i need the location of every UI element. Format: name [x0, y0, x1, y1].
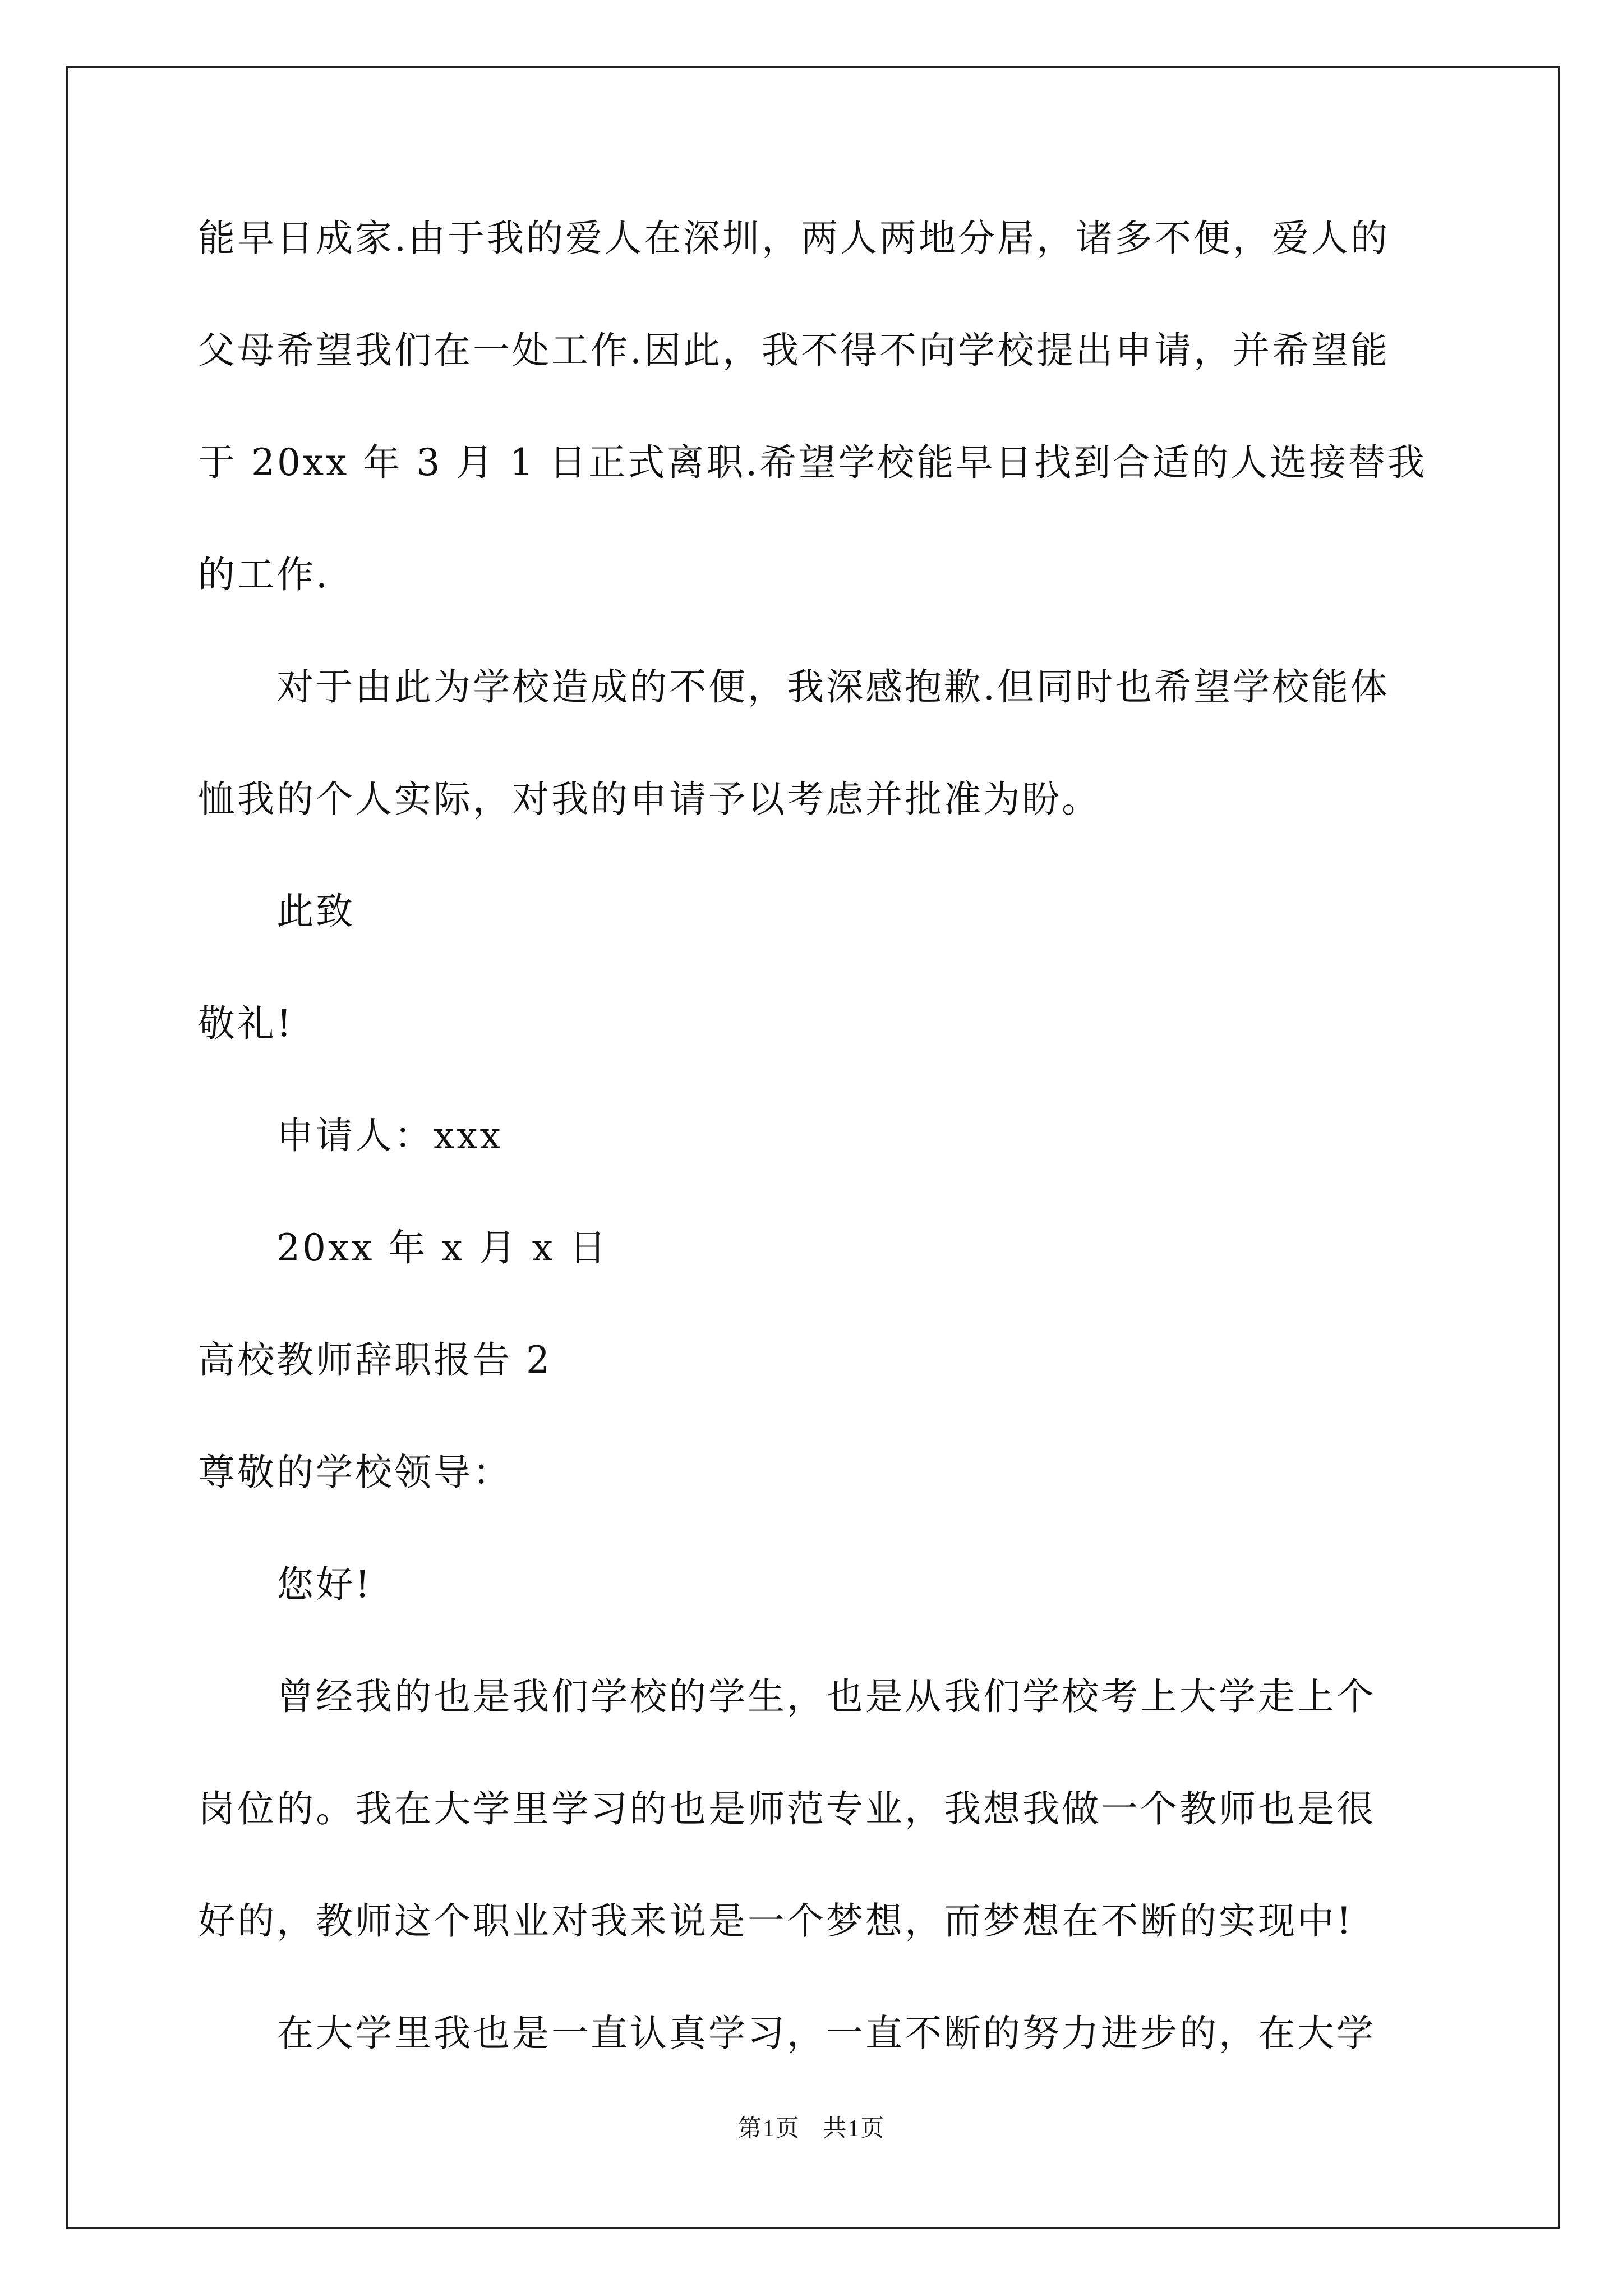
- page-footer: [0, 2115, 1623, 2143]
- closing-salutation: 此致: [276, 890, 355, 933]
- letter-greeting: 尊敬的学校领导：: [198, 1451, 512, 1494]
- letter-hello: 您好!: [276, 1563, 372, 1606]
- text-line: 恤我的个人实际，对我的申请予以考虑并批准为盼。: [198, 777, 1101, 821]
- text-line: 岗位的。我在大学里学习的也是师范专业，我想我做一个教师也是很: [198, 1787, 1376, 1830]
- text-line: 曾经我的也是我们学校的学生，也是从我们学校考上大学走上个: [276, 1675, 1376, 1718]
- text-line: 的工作.: [198, 553, 330, 596]
- text-line: 于 20xx 年 3 月 1 日正式离职.希望学校能早日找到合适的人选接替我: [198, 441, 1427, 484]
- text-line: 能早日成家.由于我的爱人在深圳，两人两地分居，诸多不便，爱人的: [198, 217, 1390, 260]
- text-line: 对于由此为学校造成的不便，我深感抱歉.但同时也希望学校能体: [276, 665, 1390, 708]
- text-line: 在大学里我也是一直认真学习，一直不断的努力进步的，在大学: [276, 2012, 1376, 2055]
- letter-date: 20xx 年 x 月 x 日: [276, 1226, 608, 1269]
- text-line: 父母希望我们在一处工作.因此，我不得不向学校提出申请，并希望能: [198, 329, 1390, 372]
- text-line: 好的，教师这个职业对我来说是一个梦想，而梦想在不断的实现中!: [198, 1899, 1354, 1943]
- section-title: 高校教师辞职报告 2: [198, 1338, 552, 1382]
- page-number: 第1页: [737, 2116, 800, 2142]
- closing-regards: 敬礼!: [198, 1002, 294, 1045]
- page-total: 共1页: [823, 2116, 886, 2142]
- applicant-signature: 申请人：xxx: [276, 1114, 503, 1157]
